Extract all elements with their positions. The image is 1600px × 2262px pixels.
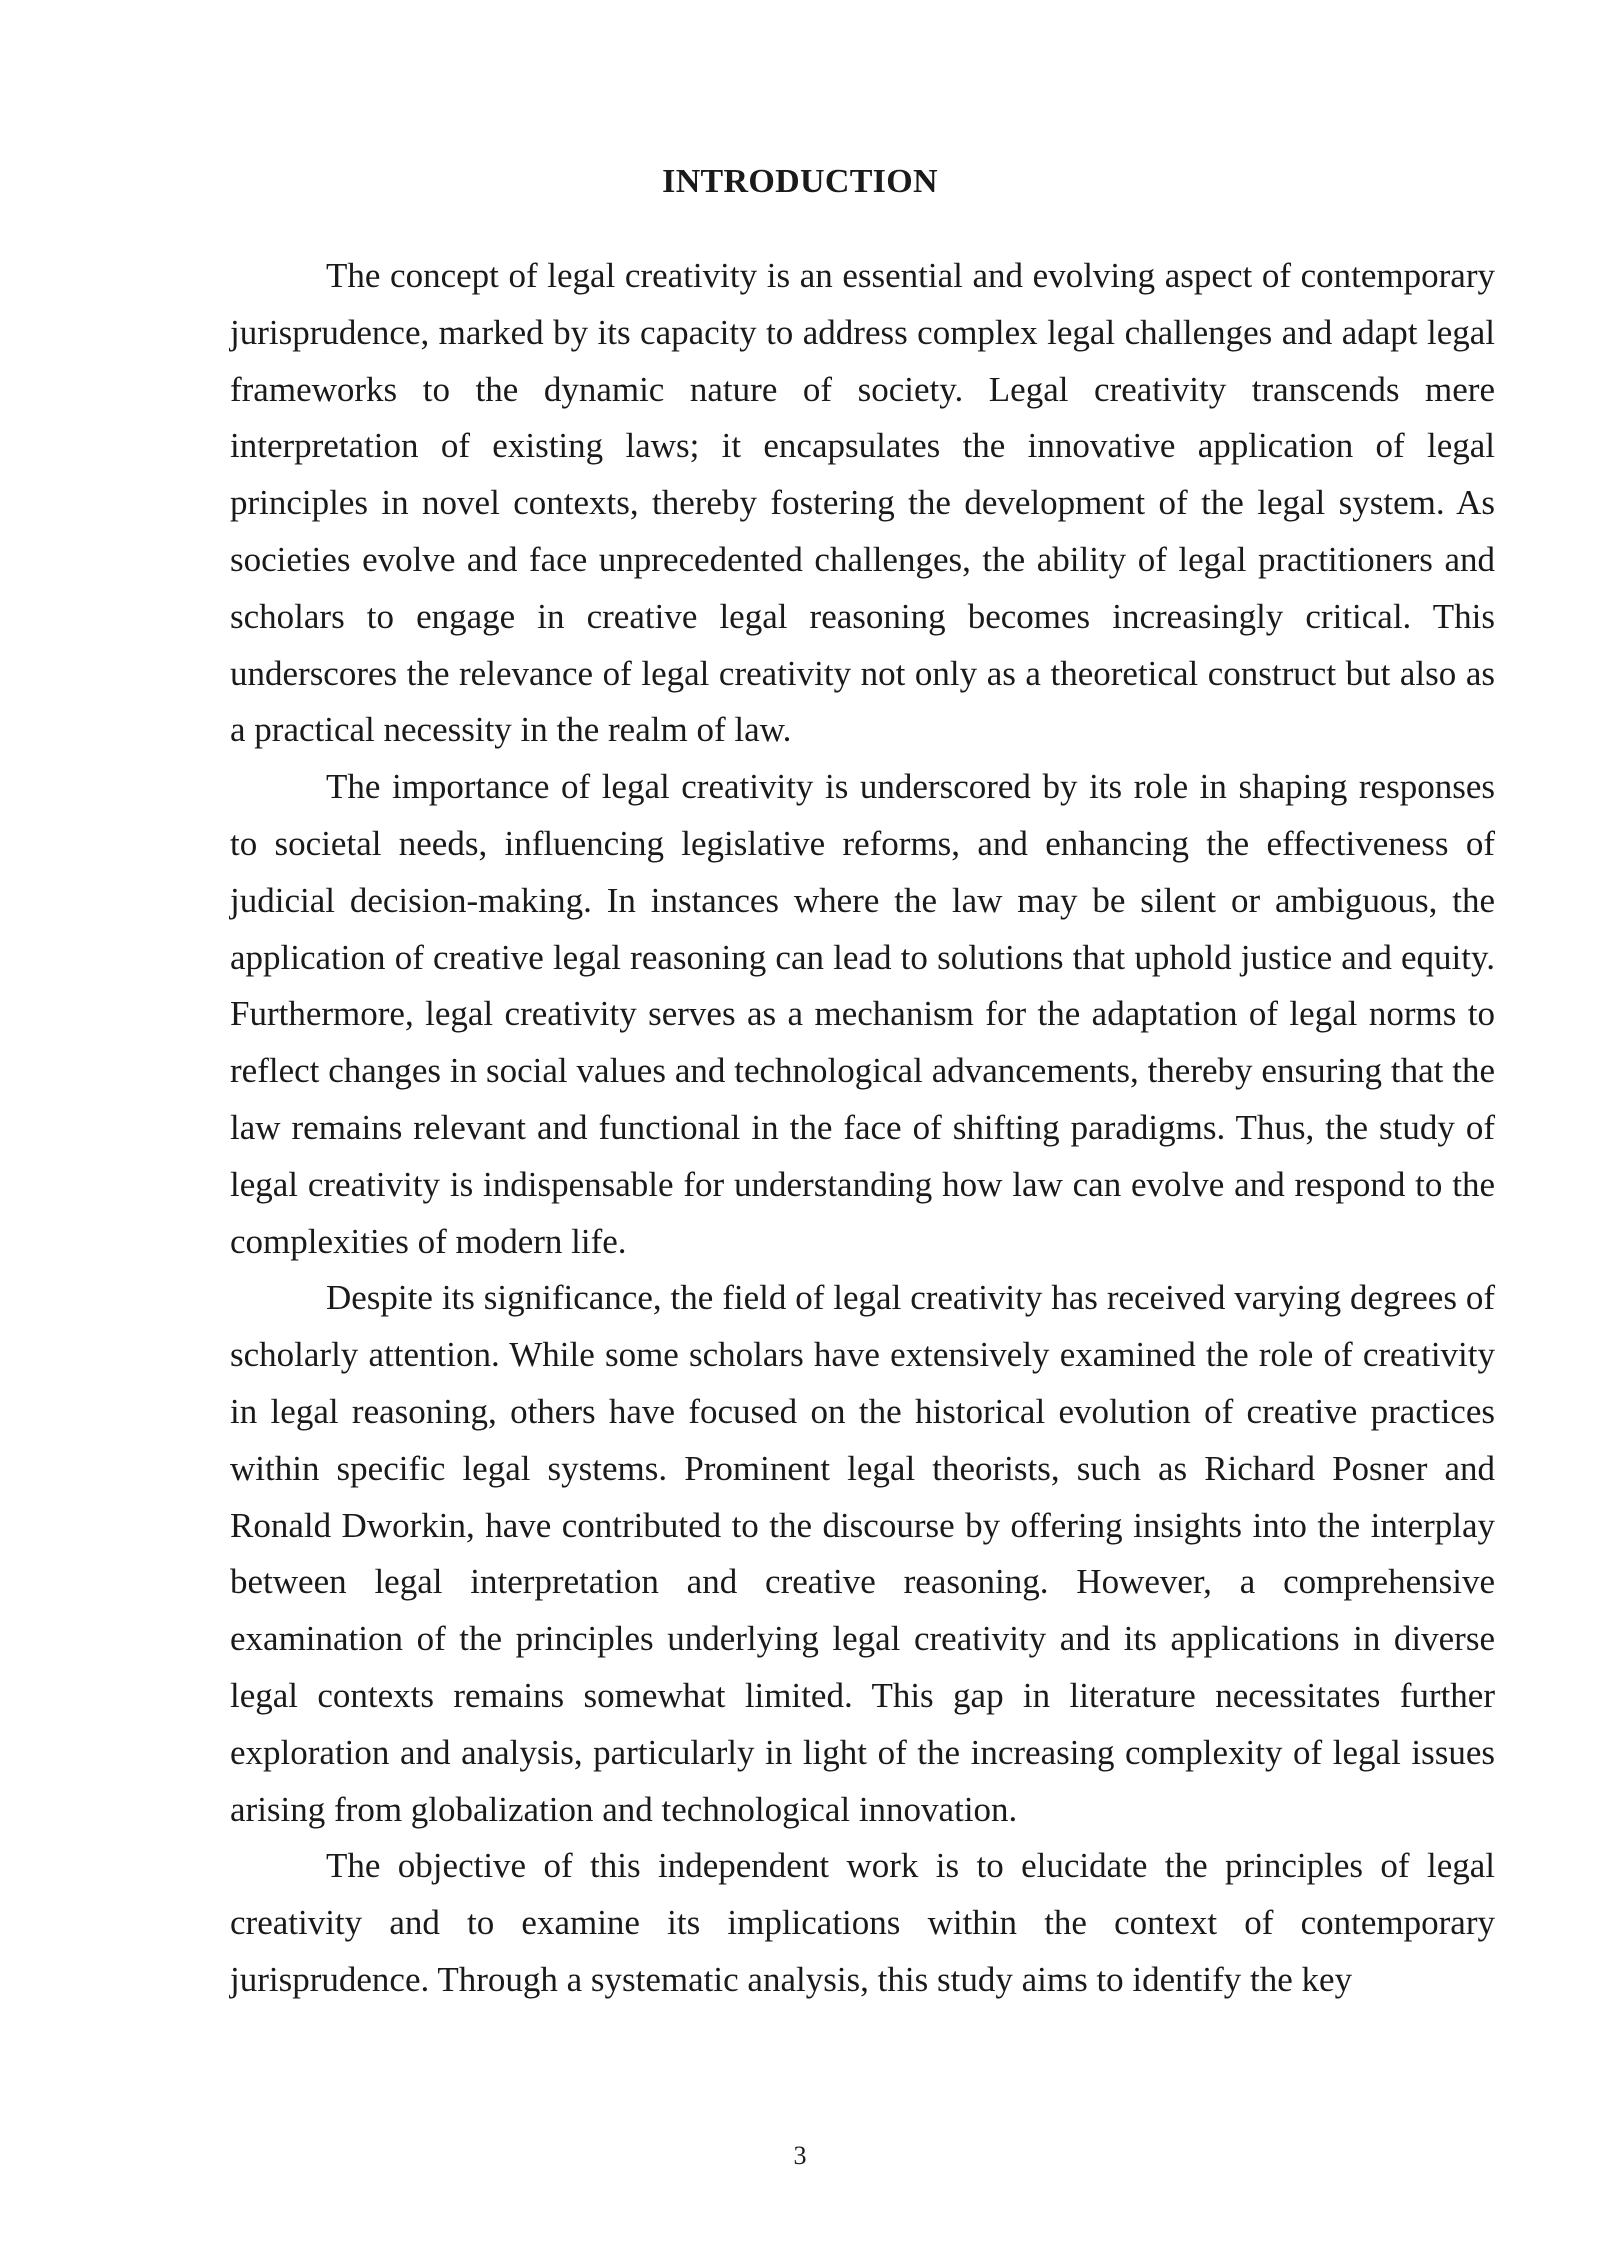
paragraph: The importance of legal creativity is underscored by its role in shaping responses to societal needs, influencing legislative reforms, and enhancing the effectiveness of judicial decision-making. In instances where the law may be silent or ambiguous, the application of creative legal reasoning can lead to solutions that uphold justice and equity. Furthermore, legal creativity serves as a mechanism for the adaptation of legal norms to reflect changes in social values and technological advancements, thereby ensuring that the law remains relevant and functional in the face of shifting paradigms. Thus, the study of legal creativity is indispensable for understanding how law can evolve and respond to the complexities of modern life. [230,767,1495,1261]
section-heading: INTRODUCTION [662,163,938,200]
paragraph: Despite its significance, the field of legal creativity has received varying degrees of scholarly attention. While some scholars have extensively examined the role of creativity in legal reasoning, others have focused on the historical evolution of creative practices within specific legal systems. Prominent legal theorists, such as Richard Posner and Ronald Dworkin, have contributed to the discourse by offering insights into the interplay between legal interpretation and creative reasoning. However, a comprehensive examination of the principles underlying legal creativity and its applications in diverse legal contexts remains somewhat limited. This gap in literature necessitates further exploration and analysis, particularly in light of the increasing complexity of legal issues arising from globalization and technological innovation. [230,1278,1495,1829]
body-text [230,248,1495,2009]
paragraph: The concept of legal creativity is an essential and evolving aspect of contemporary jurisprudence, marked by its capacity to address complex legal challenges and adapt legal frameworks to the dynamic nature of society. Legal creativity transcends mere interpretation of existing laws; it encapsulates the innovative application of legal principles in novel contexts, thereby fostering the development of the legal system. As societies evolve and face unprecedented challenges, the ability of legal practitioners and scholars to engage in creative legal reasoning becomes increasingly critical. This underscores the relevance of legal creativity not only as a theoretical construct but also as a practical necessity in the realm of law. [230,256,1495,750]
page-number: 3 [793,2141,807,2170]
paragraph: The objective of this independent work is to elucidate the principles of legal creativity and to examine its implications within the context of contemporary jurisprudence. Through a systematic analysis, this study aims to identify the key [230,1846,1495,1999]
